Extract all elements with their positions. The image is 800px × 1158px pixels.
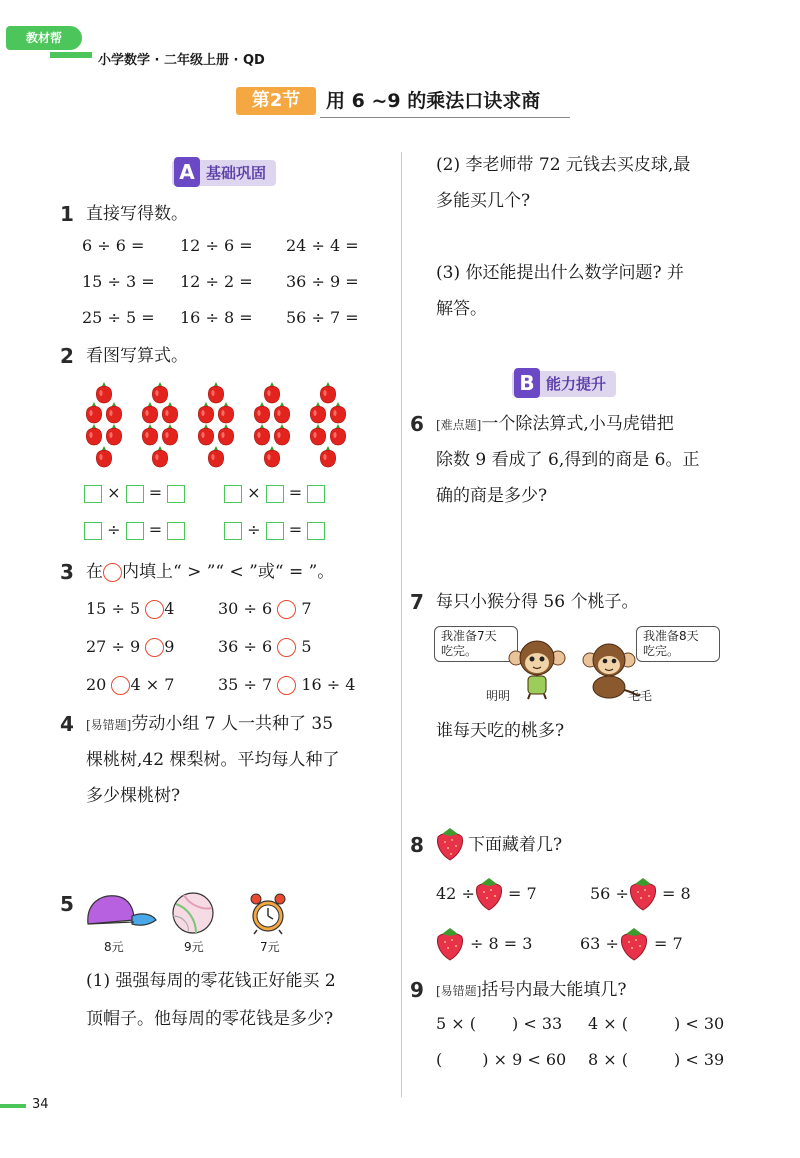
equals-sign: = [288, 483, 303, 502]
q5-sub2-line-1: (2) 李老师带 72 元钱去买皮球,最 [436, 155, 691, 175]
answer-box[interactable] [126, 522, 144, 540]
section-title: 用 6 ~9 的乘法口诀求商 [326, 90, 541, 112]
question-number-7: 7 [410, 590, 424, 614]
question-9-text: [易错题]括号内最大能填几? [436, 980, 627, 1000]
pepper-group [86, 382, 121, 467]
price-ball: 9元 [184, 940, 204, 954]
equals-sign: = [148, 520, 163, 539]
tag-basic [172, 160, 276, 186]
q1-item: 16 ÷ 8 = [180, 308, 253, 327]
question-number-1: 1 [60, 202, 74, 226]
error-prone-tag: [易错题] [436, 984, 482, 998]
pepper-groups-image [76, 378, 366, 470]
section-badge: 第2节 [236, 87, 316, 115]
q1-item: 12 ÷ 2 = [180, 272, 253, 291]
speech-bubble-left: 我准备7天 吃完。 [434, 626, 518, 662]
q9-expr: 5 × ( ) < 33 [436, 1014, 563, 1033]
question-4-line-1: [易错题]劳动小组 7 人一共种了 35 [86, 714, 334, 734]
strawberry-icon[interactable] [618, 926, 650, 962]
question-2-text: 看图写算式。 [86, 346, 188, 366]
question-number-2: 2 [60, 344, 74, 368]
compare-blank[interactable] [145, 638, 164, 657]
q8-post: = 7 [654, 934, 683, 953]
page-number: 34 [32, 1097, 49, 1112]
q9-expr: ( ) × 9 < 60 [436, 1050, 567, 1069]
divide-sign: ÷ [107, 520, 121, 539]
name-maomao: 毛毛 [628, 689, 653, 703]
column-divider [401, 152, 402, 1097]
tag-label-basic: 基础巩固 [206, 164, 267, 182]
strawberry-icon[interactable] [627, 876, 659, 912]
question-number-4: 4 [60, 712, 74, 736]
speech-bubble-right: 我准备8天 吃完。 [636, 626, 720, 662]
question-number-8: 8 [410, 833, 424, 857]
pepper-group [310, 382, 345, 467]
q3-comparison: 15 ÷ 5 4 [86, 599, 175, 618]
q1-item: 12 ÷ 6 = [180, 236, 253, 255]
q5-sub1-line-2: 顶帽子。他每周的零花钱是多少? [86, 1009, 334, 1029]
alarm-clock-image [248, 892, 288, 936]
q2-multiplication-blank-2[interactable] [224, 483, 325, 503]
q1-item: 36 ÷ 9 = [286, 272, 359, 291]
q2-division-blank-1[interactable] [84, 520, 185, 540]
q8-pre: 56 ÷ [590, 884, 629, 903]
q3-comparison: 20 4 × 7 [86, 675, 175, 694]
answer-box[interactable] [266, 485, 284, 503]
q9-expr: 4 × ( ) < 30 [588, 1014, 725, 1033]
compare-blank[interactable] [277, 676, 296, 695]
brand-tag: 教材帮 [6, 26, 82, 50]
question-number-6: 6 [410, 412, 424, 436]
q1-item: 24 ÷ 4 = [286, 236, 359, 255]
q3-comparison: 35 ÷ 7 16 ÷ 4 [218, 675, 356, 694]
q1-item: 25 ÷ 5 = [82, 308, 155, 327]
question-number-9: 9 [410, 978, 424, 1002]
answer-box[interactable] [167, 522, 185, 540]
question-4-line-2: 棵桃树,42 棵梨树。平均每人种了 [86, 750, 340, 770]
compare-blank[interactable] [277, 638, 296, 657]
question-8-text: 下面藏着几? [468, 835, 563, 855]
pepper-group [142, 382, 177, 467]
question-number-5: 5 [60, 892, 74, 916]
q9-expr: 8 × ( ) < 39 [588, 1050, 725, 1069]
monkey-mingming-image [506, 636, 568, 700]
section-underline [320, 117, 570, 118]
tag-letter-a: A [174, 157, 200, 187]
q3-text-pre: 在 [86, 562, 103, 582]
answer-box[interactable] [84, 522, 102, 540]
answer-box[interactable] [307, 485, 325, 503]
times-sign: × [247, 483, 261, 502]
divide-sign: ÷ [247, 520, 261, 539]
q8-post: ÷ 8 = 3 [470, 934, 533, 953]
compare-blank[interactable] [111, 676, 130, 695]
q8-post: = 7 [508, 884, 537, 903]
q5-sub3-line-1: (3) 你还能提出什么数学问题? 并 [436, 263, 685, 283]
question-4-line-3: 多少棵桃树? [86, 786, 181, 806]
strawberry-icon[interactable] [473, 876, 505, 912]
name-mingming: 明明 [486, 689, 511, 703]
difficult-tag: [难点题] [436, 418, 482, 432]
strawberry-icon [434, 826, 466, 862]
ball-image [170, 890, 216, 936]
q5-sub2-line-2: 多能买几个? [436, 191, 531, 211]
q2-multiplication-blank-1[interactable] [84, 483, 185, 503]
question-7-text: 每只小猴分得 56 个桃子。 [436, 592, 639, 612]
strawberry-icon[interactable] [434, 926, 466, 962]
tag-label-advanced: 能力提升 [546, 375, 607, 393]
price-cap: 8元 [104, 940, 124, 954]
compare-blank[interactable] [277, 600, 296, 619]
q5-sub1-line-1: (1) 强强每周的零花钱正好能买 2 [86, 971, 336, 991]
equals-sign: = [288, 520, 303, 539]
q3-comparison: 30 ÷ 6 7 [218, 599, 312, 618]
question-1-text: 直接写得数。 [86, 204, 188, 224]
question-6-line-1: [难点题]一个除法算式,小马虎错把 [436, 414, 674, 434]
book-title: 小学数学 · 二年级上册 · QD [92, 49, 271, 68]
q1-item: 6 ÷ 6 = [82, 236, 145, 255]
answer-box[interactable] [84, 485, 102, 503]
answer-box[interactable] [167, 485, 185, 503]
answer-box[interactable] [266, 522, 284, 540]
error-prone-tag: [易错题] [86, 718, 132, 732]
pepper-group [198, 382, 233, 467]
question-7-ask: 谁每天吃的桃多? [436, 721, 565, 741]
tag-letter-b: B [514, 368, 540, 398]
compare-blank[interactable] [145, 600, 164, 619]
times-sign: × [107, 483, 121, 502]
q3-text-post: 内填上“ > ”“ < ”或“ = ”。 [122, 562, 335, 582]
question-3-text [86, 561, 334, 583]
question-6-line-2: 除数 9 看成了 6,得到的商是 6。正 [436, 450, 700, 470]
question-number-3: 3 [60, 560, 74, 584]
answer-box[interactable] [126, 485, 144, 503]
tag-advanced [512, 371, 616, 397]
q2-division-blank-2[interactable] [224, 520, 325, 540]
q8-pre: 63 ÷ [580, 934, 619, 953]
q8-pre: 42 ÷ [436, 884, 475, 903]
answer-box[interactable] [224, 522, 242, 540]
q3-comparison: 36 ÷ 6 5 [218, 637, 312, 656]
q1-item: 15 ÷ 3 = [82, 272, 155, 291]
q5-sub3-line-2: 解答。 [436, 299, 487, 319]
q3-comparison: 27 ÷ 9 9 [86, 637, 175, 656]
circle-icon [103, 563, 122, 582]
footer-green-line [0, 1104, 26, 1108]
price-clock: 7元 [260, 940, 280, 954]
equals-sign: = [148, 483, 163, 502]
pepper-group [254, 382, 289, 467]
q1-item: 56 ÷ 7 = [286, 308, 359, 327]
answer-box[interactable] [307, 522, 325, 540]
cap-image [84, 890, 158, 934]
q8-post: = 8 [662, 884, 691, 903]
question-6-line-3: 确的商是多少? [436, 486, 548, 506]
answer-box[interactable] [224, 485, 242, 503]
